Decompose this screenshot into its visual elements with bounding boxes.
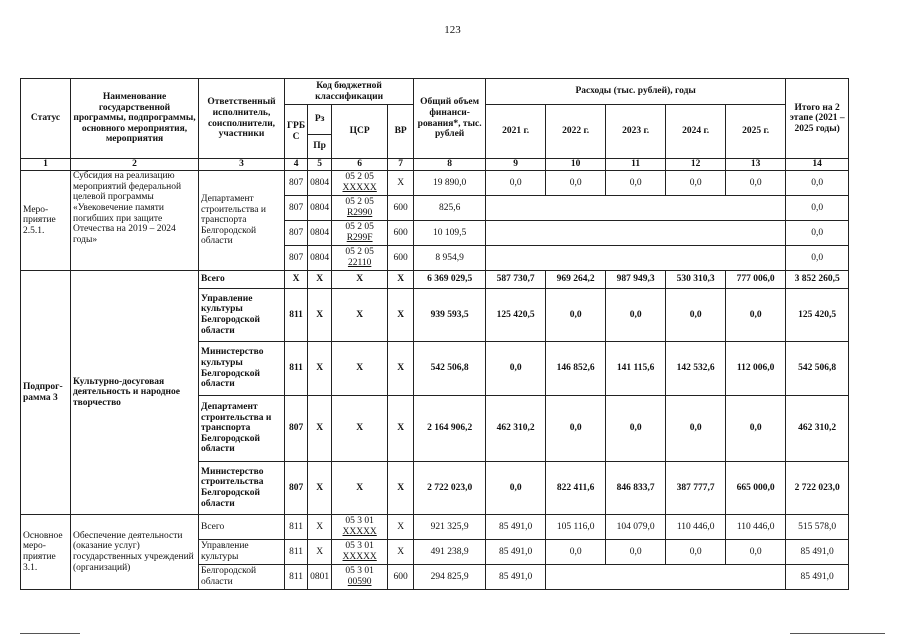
csr-top: 05 3 01 — [345, 516, 374, 527]
cell-2022: 822 411,6 — [546, 462, 606, 515]
col-num: 5 — [308, 159, 332, 171]
cell-csr: X — [332, 462, 388, 515]
cell-2025: 112 006,0 — [726, 342, 786, 396]
header-expenses: Расходы (тыс. рублей), годы — [486, 79, 786, 105]
table-row — [21, 171, 849, 196]
cell-grbs: 811 — [285, 515, 308, 540]
col-num: 14 — [786, 159, 849, 171]
cell-vr: X — [388, 462, 414, 515]
col-num: 6 — [332, 159, 388, 171]
cell-vr: X — [388, 396, 414, 462]
cell-grbs: 807 — [285, 396, 308, 462]
header-total-volume: Общий объем финанси-рования*, тыс. рублей — [414, 79, 486, 159]
table-row — [21, 515, 849, 540]
col-num: 2 — [71, 159, 199, 171]
cell-2021: 85 491,0 — [486, 540, 546, 565]
cell-total: 6 369 029,5 — [414, 271, 486, 289]
header-responsible: Ответственный исполнитель, соисполнители, участники — [199, 79, 285, 159]
cell-2024: 387 777,7 — [666, 462, 726, 515]
cell-rz: X — [308, 342, 332, 396]
cell-2021: 0,0 — [486, 342, 546, 396]
cell-grbs: 807 — [285, 246, 308, 271]
block3-status: Основное меро-приятие 3.1. — [21, 515, 71, 590]
block2-status: Подпрог-рамма 3 — [21, 271, 71, 515]
header-itogo: Итого на 2 этапе (2021 – 2025 годы) — [786, 79, 849, 159]
header-year-2021: 2021 г. — [486, 105, 546, 159]
block1-name: Субсидия на реализацию мероприятий федеральной целевой программы «Увековечение памяти погибших при защите Отечества на 2019 – 2024 годы» — [71, 171, 199, 271]
cell-itogo: 515 578,0 — [786, 515, 849, 540]
cell-grbs: 811 — [285, 289, 308, 342]
cell-2023: 0,0 — [606, 289, 666, 342]
csr-top: 05 2 05 — [345, 247, 374, 258]
col-num: 7 — [388, 159, 414, 171]
cell-rz: 0804 — [308, 221, 332, 246]
col-num: 1 — [21, 159, 71, 171]
cell-csr: X — [332, 271, 388, 289]
cell-csr: X — [332, 289, 388, 342]
cell-2023: 0,0 — [606, 540, 666, 565]
cell-2022: 0,0 — [546, 540, 606, 565]
cell-empty — [486, 196, 786, 221]
cell-2023: 846 833,7 — [606, 462, 666, 515]
cell-vr: 600 — [388, 221, 414, 246]
cell-responsible: Министерство строительства Белгородской области — [199, 462, 285, 515]
cell-total: 10 109,5 — [414, 221, 486, 246]
cell-itogo: 0,0 — [786, 221, 849, 246]
cell-rz: X — [308, 462, 332, 515]
cell-csr — [332, 196, 388, 221]
cell-2022: 0,0 — [546, 396, 606, 462]
csr-bottom: R299F — [346, 233, 373, 243]
cell-csr — [332, 246, 388, 271]
cell-csr — [332, 540, 388, 565]
csr-bottom: 00590 — [347, 577, 372, 587]
cell-rz: 0801 — [308, 565, 332, 590]
cell-2024: 0,0 — [666, 289, 726, 342]
cell-vr: 600 — [388, 565, 414, 590]
csr-bottom: XXXXX — [342, 527, 377, 537]
cell-responsible: Белгородской области — [199, 565, 285, 590]
cell-2025: 0,0 — [726, 396, 786, 462]
cell-total: 921 325,9 — [414, 515, 486, 540]
cell-responsible: Департамент строительства и транспорта Белгородской области — [199, 396, 285, 462]
header-pr: Пр — [308, 135, 332, 159]
cell-2025: 0,0 — [726, 540, 786, 565]
page-number: 123 — [444, 24, 461, 36]
cell-grbs: 807 — [285, 462, 308, 515]
csr-top: 05 2 05 — [345, 172, 374, 183]
cell-2021: 85 491,0 — [486, 565, 546, 590]
csr-bottom: 22110 — [347, 258, 372, 268]
cell-2023: 0,0 — [606, 396, 666, 462]
cell-2024: 530 310,3 — [666, 271, 726, 289]
cell-2023: 0,0 — [606, 171, 666, 196]
budget-table — [20, 78, 849, 590]
header-name: Наименование государственной программы, подпрограммы, основного мероприятия, мероприятия — [71, 79, 199, 159]
cell-itogo: 0,0 — [786, 171, 849, 196]
cell-2022: 105 116,0 — [546, 515, 606, 540]
col-num: 3 — [199, 159, 285, 171]
cell-2021: 462 310,2 — [486, 396, 546, 462]
cell-2021: 0,0 — [486, 171, 546, 196]
header-year-2023: 2023 г. — [606, 105, 666, 159]
cell-2025: 0,0 — [726, 289, 786, 342]
header-rz: Рз — [308, 105, 332, 135]
cell-grbs: X — [285, 271, 308, 289]
cell-rz: X — [308, 289, 332, 342]
cell-csr — [332, 515, 388, 540]
cell-itogo: 462 310,2 — [786, 396, 849, 462]
cell-2023: 141 115,6 — [606, 342, 666, 396]
cell-csr — [332, 221, 388, 246]
cell-csr — [332, 171, 388, 196]
cell-grbs: 811 — [285, 342, 308, 396]
table-row — [21, 271, 849, 289]
cell-2025: 0,0 — [726, 171, 786, 196]
col-num: 9 — [486, 159, 546, 171]
cell-rz: X — [308, 540, 332, 565]
header-budget-code: Код бюджетной классификации — [285, 79, 414, 105]
cell-total: 19 890,0 — [414, 171, 486, 196]
cell-2021: 0,0 — [486, 462, 546, 515]
cell-empty — [486, 246, 786, 271]
cell-rz: 0804 — [308, 246, 332, 271]
header-year-2024: 2024 г. — [666, 105, 726, 159]
cell-rz: 0804 — [308, 196, 332, 221]
cell-total: 8 954,9 — [414, 246, 486, 271]
block3-name: Обеспечение деятельности (оказание услуг) государственных учреждений (организаций) — [71, 515, 199, 590]
cell-total: 825,6 — [414, 196, 486, 221]
cell-2024: 0,0 — [666, 396, 726, 462]
cell-itogo: 0,0 — [786, 196, 849, 221]
cell-vr: X — [388, 289, 414, 342]
cell-grbs: 807 — [285, 171, 308, 196]
cell-total: 542 506,8 — [414, 342, 486, 396]
cell-itogo: 542 506,8 — [786, 342, 849, 396]
col-num: 10 — [546, 159, 606, 171]
header-status: Статус — [21, 79, 71, 159]
cell-csr: X — [332, 342, 388, 396]
csr-top: 05 3 01 — [345, 541, 374, 552]
cell-vr: 600 — [388, 246, 414, 271]
header-csr: ЦСР — [332, 105, 388, 159]
cell-2022: 969 264,2 — [546, 271, 606, 289]
cell-vr: X — [388, 515, 414, 540]
scan-mark-left — [20, 633, 80, 634]
cell-responsible: Всего — [199, 271, 285, 289]
cell-itogo: 125 420,5 — [786, 289, 849, 342]
col-num: 4 — [285, 159, 308, 171]
cell-csr: X — [332, 396, 388, 462]
cell-responsible: Управление культуры — [199, 540, 285, 565]
csr-top: 05 2 05 — [345, 197, 374, 208]
header-grbs: ГРБ С — [285, 105, 308, 159]
col-num: 8 — [414, 159, 486, 171]
cell-2025: 110 446,0 — [726, 515, 786, 540]
cell-2023: 987 949,3 — [606, 271, 666, 289]
column-number-row — [21, 159, 849, 171]
header-row-1 — [21, 79, 849, 105]
cell-itogo: 0,0 — [786, 246, 849, 271]
header-vr: ВР — [388, 105, 414, 159]
cell-rz: 0804 — [308, 171, 332, 196]
cell-grbs: 807 — [285, 221, 308, 246]
cell-2023: 104 079,0 — [606, 515, 666, 540]
cell-2024: 142 532,6 — [666, 342, 726, 396]
cell-itogo: 2 722 023,0 — [786, 462, 849, 515]
cell-itogo: 85 491,0 — [786, 540, 849, 565]
csr-top: 05 3 01 — [345, 566, 374, 577]
cell-2025: 665 000,0 — [726, 462, 786, 515]
cell-2021: 85 491,0 — [486, 515, 546, 540]
block1-status: Меро-приятие 2.5.1. — [21, 171, 71, 271]
cell-responsible: Всего — [199, 515, 285, 540]
cell-2021: 125 420,5 — [486, 289, 546, 342]
cell-grbs: 811 — [285, 565, 308, 590]
header-year-2022: 2022 г. — [546, 105, 606, 159]
cell-itogo: 3 852 260,5 — [786, 271, 849, 289]
col-num: 11 — [606, 159, 666, 171]
block2-name: Культурно-досуговая деятельность и народное творчество — [71, 271, 199, 515]
cell-2024: 0,0 — [666, 171, 726, 196]
cell-2022: 146 852,6 — [546, 342, 606, 396]
cell-2021: 587 730,7 — [486, 271, 546, 289]
cell-rz: X — [308, 515, 332, 540]
cell-rz: X — [308, 271, 332, 289]
cell-empty — [486, 221, 786, 246]
cell-2025: 777 006,0 — [726, 271, 786, 289]
csr-bottom: R2990 — [346, 208, 373, 218]
cell-total: 2 164 906,2 — [414, 396, 486, 462]
cell-vr: X — [388, 171, 414, 196]
csr-bottom: XXXXX — [342, 552, 377, 562]
cell-responsible: Управление культуры Белгородской области — [199, 289, 285, 342]
cell-empty — [546, 565, 786, 590]
cell-grbs: 807 — [285, 196, 308, 221]
cell-2022: 0,0 — [546, 289, 606, 342]
cell-total: 491 238,9 — [414, 540, 486, 565]
cell-total: 939 593,5 — [414, 289, 486, 342]
cell-vr: X — [388, 540, 414, 565]
cell-responsible: Министерство культуры Белгородской области — [199, 342, 285, 396]
cell-vr: X — [388, 342, 414, 396]
cell-2024: 0,0 — [666, 540, 726, 565]
cell-2024: 110 446,0 — [666, 515, 726, 540]
header-year-2025: 2025 г. — [726, 105, 786, 159]
cell-itogo: 85 491,0 — [786, 565, 849, 590]
cell-vr: 600 — [388, 196, 414, 221]
cell-csr — [332, 565, 388, 590]
col-num: 13 — [726, 159, 786, 171]
cell-rz: X — [308, 396, 332, 462]
cell-total: 2 722 023,0 — [414, 462, 486, 515]
col-num: 12 — [666, 159, 726, 171]
csr-bottom: XXXXX — [342, 183, 377, 193]
cell-2022: 0,0 — [546, 171, 606, 196]
csr-top: 05 2 05 — [345, 222, 374, 233]
cell-total: 294 825,9 — [414, 565, 486, 590]
block1-responsible: Департамент строительства и транспорта Белгородской области — [199, 171, 285, 271]
scan-mark-right — [790, 633, 885, 634]
cell-vr: X — [388, 271, 414, 289]
cell-grbs: 811 — [285, 540, 308, 565]
